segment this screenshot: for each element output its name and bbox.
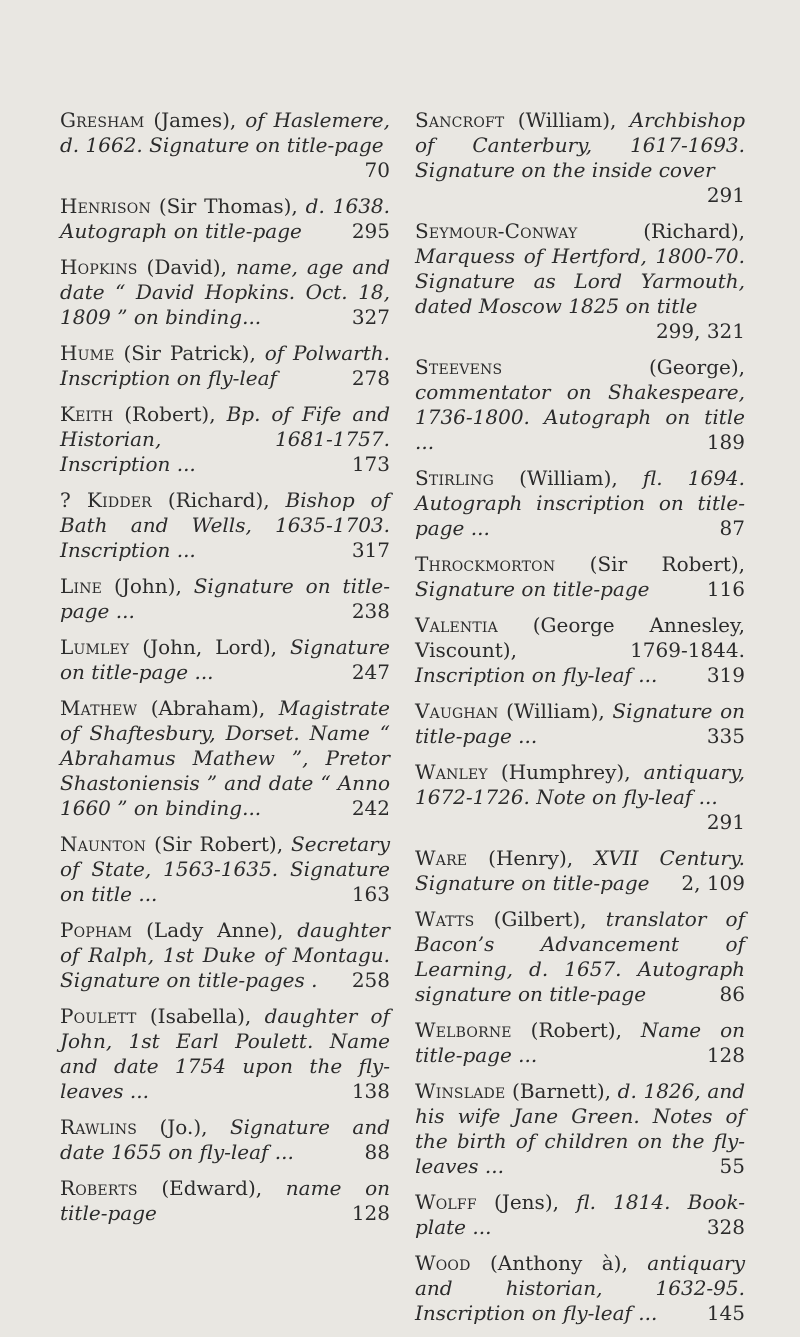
entry-description: XVII Century. Signature on title-page <box>415 846 745 895</box>
entry-page-number: 299, 321 <box>655 319 745 343</box>
entry-description: of Haslemere, d. 1662. Signature on title-page <box>60 108 391 157</box>
entry-page-number: 128 <box>706 1043 745 1067</box>
entry-page-number: 138 <box>351 1079 390 1103</box>
entry-name: Roberts <box>60 1176 138 1200</box>
entry-details: (Barnett), <box>505 1079 618 1103</box>
entry-page-number: 328 <box>706 1215 745 1239</box>
index-entry <box>60 918 390 993</box>
entry-description: Signature on title-page ... <box>415 699 745 748</box>
entry-page-number: 70 <box>364 158 390 182</box>
entry-page-number: 242 <box>351 796 390 820</box>
index-entry <box>415 552 745 602</box>
entry-name: Poulett <box>60 1004 137 1028</box>
entry-description: fl. 1694. Autograph inscription on title-page ... <box>415 466 745 540</box>
entry-page-number: 55 <box>719 1154 745 1178</box>
entry-page-number: 295 <box>351 219 390 243</box>
index-entry <box>60 696 390 821</box>
index-entry <box>415 760 745 835</box>
index-entry <box>415 108 745 208</box>
entry-page-number: 116 <box>706 577 745 601</box>
entry-name: Throckmorton <box>415 552 556 576</box>
index-entry <box>60 255 390 330</box>
entry-page-number: 88 <box>364 1140 390 1164</box>
entry-page-number: 86 <box>719 982 745 1006</box>
entry-page-number: 291 <box>706 183 745 207</box>
entry-description: Signature on title-page ... <box>60 574 390 623</box>
entry-name: ? Kidder <box>60 488 152 512</box>
entry-page-number: 317 <box>351 538 390 562</box>
entry-name: Rawlins <box>60 1115 138 1139</box>
entry-details: (Henry), <box>467 846 595 870</box>
entry-details: (Robert), <box>113 402 227 426</box>
entry-description: Marquess of Hertford, 1800-70. Signature as Lord Yarmouth, dated Moscow 1825 on title <box>415 244 745 318</box>
index-entry <box>415 1018 745 1068</box>
entry-description: Magistrate of Shaftesbury, Dorset. Name “ Abrahamus Mathew ”, Pretor Shastoniensis ” and date “ Anno 1660 ” on binding... <box>60 696 390 820</box>
index-entry <box>415 699 745 749</box>
entry-name: Popham <box>60 918 133 942</box>
index-entry <box>415 846 745 896</box>
entry-page-number: 258 <box>351 968 390 992</box>
entry-name: Ware <box>415 846 468 870</box>
entry-name: Vaughan <box>415 699 499 723</box>
entry-description: Bp. of Fife and Historian, 1681-1757. Inscription ... <box>60 402 390 476</box>
entry-details: (John), <box>102 574 194 598</box>
entry-description: Signature on title-page <box>415 577 650 601</box>
index-entry <box>415 907 745 1007</box>
entry-details: (Lady Anne), <box>132 918 298 942</box>
entry-description: Archbishop of Canterbury, 1617-1693. Signature on the inside cover <box>415 108 745 182</box>
entry-details: (Jo.), <box>137 1115 230 1139</box>
entry-name: Lumley <box>60 635 130 659</box>
entry-details: (Humphrey), <box>487 760 644 784</box>
entry-description: Inscription on fly-leaf ... <box>415 663 658 687</box>
entry-name: Line <box>60 574 103 598</box>
entry-details: (Sir Patrick), <box>114 341 265 365</box>
index-entry <box>415 613 745 688</box>
entry-details: (Gilbert), <box>474 907 606 931</box>
entry-name: Sancroft <box>415 108 505 132</box>
entry-description: fl. 1814. Book-plate ... <box>415 1190 745 1239</box>
index-entry <box>415 466 745 541</box>
entry-details: (John, Lord), <box>129 635 290 659</box>
index-entry <box>415 219 745 344</box>
entry-details: (George), <box>502 355 745 379</box>
entry-details: (Sir Robert), <box>555 552 745 576</box>
index-entry <box>60 402 390 477</box>
entry-description: daughter of John, 1st Earl Poulett. Name and date 1754 upon the fly-leaves ... <box>60 1004 391 1103</box>
entry-details: (Anthony à), <box>470 1251 648 1275</box>
entry-page-number: 2, 109 <box>681 871 745 895</box>
entry-name: Wood <box>415 1251 471 1275</box>
entry-description: Name on title-page ... <box>415 1018 745 1067</box>
entry-page-number: 163 <box>351 882 390 906</box>
entry-page-number: 189 <box>706 430 745 454</box>
left-column <box>60 108 390 1237</box>
entry-description: Signature on title-page ... <box>60 635 390 684</box>
entry-details: (William), <box>504 108 630 132</box>
entry-name: Watts <box>415 907 475 931</box>
index-entry <box>60 1176 390 1226</box>
entry-page-number: 327 <box>351 305 390 329</box>
index-entry <box>60 574 390 624</box>
entry-name: Steevens <box>415 355 503 379</box>
index-entry <box>415 355 745 455</box>
entry-description: of Polwarth. Inscription on fly-leaf <box>60 341 390 390</box>
entry-page-number: 145 <box>706 1301 745 1325</box>
entry-name: Wanley <box>415 760 488 784</box>
entry-details: (Isabella), <box>136 1004 265 1028</box>
entry-details: (Richard), <box>577 219 745 243</box>
index-entry <box>60 1115 390 1165</box>
entry-name: Naunton <box>60 832 147 856</box>
entry-description: d. 1826, and his wife Jane Green. Notes of the birth of children on the fly-leaves ... <box>415 1079 745 1178</box>
entry-name: Mathew <box>60 696 138 720</box>
index-entry <box>415 1190 745 1240</box>
entry-page-number: 128 <box>351 1201 390 1225</box>
entry-details: (William), <box>493 466 643 490</box>
entry-page-number: 278 <box>351 366 390 390</box>
index-entry <box>415 1251 745 1326</box>
entry-name: Henrison <box>60 194 151 218</box>
index-entry <box>60 832 390 907</box>
entry-name: Winslade <box>415 1079 506 1103</box>
entry-page-number: 173 <box>351 452 390 476</box>
entry-page-number: 87 <box>719 516 745 540</box>
entry-description: commentator on Shakespeare, 1736-1800. Autograph on title ... <box>415 380 745 454</box>
entry-name: Valentia <box>415 613 498 637</box>
entry-details: (Robert), <box>511 1018 641 1042</box>
entry-details: (William), <box>498 699 613 723</box>
entry-name: Hopkins <box>60 255 138 279</box>
entry-name: Seymour-Conway <box>415 219 578 243</box>
entry-details: (Sir Robert), <box>146 832 292 856</box>
entry-page-number: 238 <box>351 599 390 623</box>
index-entry <box>60 194 390 244</box>
entry-name: Keith <box>60 402 114 426</box>
entry-page-number: 291 <box>706 810 745 834</box>
index-entry <box>60 488 390 563</box>
entry-name: Welborne <box>415 1018 512 1042</box>
entry-description: antiquary and historian, 1632-95. Inscription on fly-leaf ... <box>415 1251 745 1325</box>
right-column <box>415 108 745 1337</box>
entry-details: (Richard), <box>151 488 286 512</box>
entry-details: (George Annesley, Viscount), 1769-1844. <box>415 613 745 662</box>
entry-details: (Abraham), <box>137 696 279 720</box>
entry-page-number: 335 <box>706 724 745 748</box>
entry-page-number: 319 <box>706 663 745 687</box>
index-entry <box>60 341 390 391</box>
entry-name: Hume <box>60 341 115 365</box>
index-entry <box>60 108 390 183</box>
entry-description: d. 1638. Autograph on title-page <box>60 194 390 243</box>
entry-page-number: 247 <box>351 660 390 684</box>
entry-description: Secretary of State, 1563-1635. Signature on title ... <box>60 832 390 906</box>
entry-description: Bishop of Bath and Wells, 1635-1703. Inscription ... <box>60 488 390 562</box>
entry-details: (James), <box>144 108 246 132</box>
entry-name: Wolff <box>415 1190 477 1214</box>
entry-details: (Jens), <box>476 1190 577 1214</box>
index-entry <box>60 1004 390 1104</box>
entry-description: name, age and date “ David Hopkins. Oct. 18, 1809 ” on binding... <box>60 255 390 329</box>
entry-description: Signature and date 1655 on fly-leaf ... <box>60 1115 391 1164</box>
entry-details: (Sir Thomas), <box>150 194 306 218</box>
entry-description: translator of Bacon’s Advancement of Learning, d. 1657. Autograph signature on title-page <box>415 907 745 1006</box>
entry-details: (David), <box>137 255 236 279</box>
entry-name: Gresham <box>60 108 145 132</box>
entry-description: name on title-page <box>60 1176 390 1225</box>
index-entry <box>60 635 390 685</box>
entry-description: daughter of Ralph, 1st Duke of Montagu. Signature on title-pages . <box>60 918 390 992</box>
entry-description: antiquary, 1672-1726. Note on fly-leaf ... <box>415 760 745 809</box>
index-entry <box>415 1079 745 1179</box>
entry-details: (Edward), <box>137 1176 286 1200</box>
entry-name: Stirling <box>415 466 494 490</box>
